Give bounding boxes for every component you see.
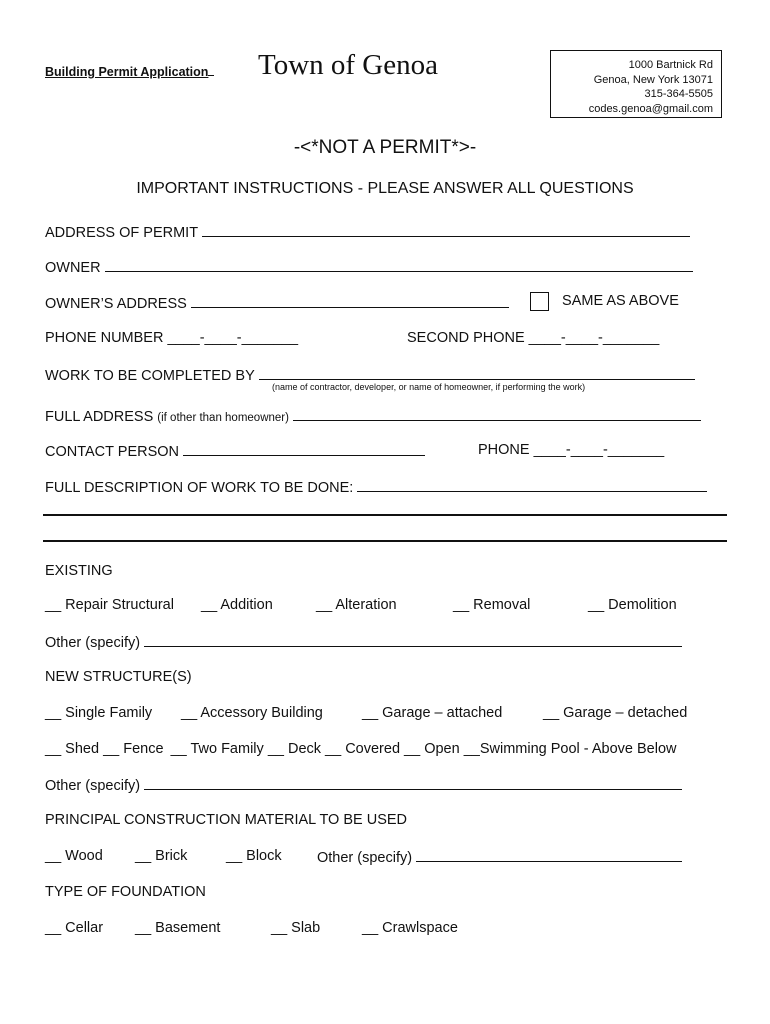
new-option-fence[interactable]: __ Fence <box>103 741 164 757</box>
work-by-input[interactable] <box>259 365 695 380</box>
owner-label: OWNER <box>45 260 101 276</box>
new-structures-heading: NEW STRUCTURE(S) <box>45 669 192 685</box>
description-line-1[interactable] <box>43 514 727 516</box>
new-other-row <box>45 775 682 795</box>
existing-option-addition[interactable]: __ Addition <box>201 597 273 613</box>
new-option-single-family[interactable]: __ Single Family <box>45 705 153 721</box>
foundation-option-slab[interactable]: __ Slab <box>271 920 321 936</box>
existing-other-input[interactable] <box>144 632 682 647</box>
material-option-brick[interactable]: __ Brick <box>135 848 188 864</box>
instructions-heading: IMPORTANT INSTRUCTIONS - PLEASE ANSWER ALL QUESTIONS <box>136 180 634 197</box>
office-phone: 315-364-5505 <box>644 88 713 100</box>
material-other-row <box>317 847 682 867</box>
work-by-label: WORK TO BE COMPLETED BY <box>45 368 255 384</box>
contact-phone-input[interactable]: ____-____-_______ <box>533 442 665 458</box>
owner-row <box>45 257 693 277</box>
second-phone-input[interactable]: ____-____-_______ <box>528 330 660 346</box>
existing-option-removal[interactable]: __ Removal <box>453 597 531 613</box>
owners-address-label: OWNER’S ADDRESS <box>45 296 187 312</box>
new-option-garage-attached[interactable]: __ Garage – attached <box>362 705 503 721</box>
new-option-two-family[interactable]: __ Two Family <box>170 741 264 757</box>
second-phone-label: SECOND PHONE <box>407 330 525 346</box>
form-title: Building Permit Application <box>45 63 214 79</box>
office-email: codes.genoa@gmail.com <box>588 102 713 115</box>
full-description-label: FULL DESCRIPTION OF WORK TO BE DONE: <box>45 480 354 496</box>
full-address-input[interactable] <box>293 406 701 421</box>
work-by-note: (name of contractor, developer, or name of homeowner, if performing the work) <box>272 382 586 392</box>
foundation-heading: TYPE OF FOUNDATION <box>45 884 206 900</box>
material-option-block[interactable]: __ Block <box>226 848 282 864</box>
material-heading: PRINCIPAL CONSTRUCTION MATERIAL TO BE USED <box>45 812 408 828</box>
foundation-option-cellar[interactable]: __ Cellar <box>45 920 104 936</box>
same-as-above-checkbox[interactable] <box>530 292 549 311</box>
same-as-above-option[interactable] <box>530 292 679 311</box>
phone-number-input[interactable]: ____-____-_______ <box>167 330 299 346</box>
not-a-permit-notice: -<*NOT A PERMIT*>- <box>293 137 477 158</box>
contact-person-label: CONTACT PERSON <box>45 444 180 460</box>
office-address-line2: Genoa, New York 13071 <box>593 73 713 86</box>
new-option-deck[interactable]: __ Deck <box>267 741 322 757</box>
full-address-row <box>45 406 701 427</box>
foundation-option-crawlspace[interactable]: __ Crawlspace <box>362 920 458 936</box>
full-description-input[interactable] <box>357 477 707 492</box>
office-address-line1: 1000 Bartnick Rd <box>628 59 713 71</box>
description-line-2[interactable] <box>43 540 727 542</box>
new-option-garage-detached[interactable]: __ Garage – detached <box>543 705 688 721</box>
new-structures-row2 <box>45 740 677 758</box>
existing-other-label: Other (specify) <box>45 635 141 651</box>
same-as-above-label: SAME AS ABOVE <box>562 293 679 310</box>
material-other-input[interactable] <box>416 847 682 862</box>
contact-person-input[interactable] <box>183 441 425 456</box>
contact-person-row <box>45 441 425 461</box>
existing-option-repair[interactable]: __ Repair Structural <box>45 597 174 613</box>
address-of-permit-input[interactable] <box>202 222 690 237</box>
material-other-label: Other (specify) <box>317 850 413 866</box>
new-option-shed[interactable]: __ Shed <box>45 741 100 757</box>
existing-option-alteration[interactable]: __ Alteration <box>316 597 397 613</box>
phone-number-row <box>45 329 298 347</box>
phone-number-label: PHONE NUMBER <box>45 330 164 346</box>
existing-option-demolition[interactable]: __ Demolition <box>588 597 677 613</box>
full-address-note: (if other than homeowner) <box>157 412 289 424</box>
contact-phone-label: PHONE <box>478 442 530 458</box>
address-of-permit-label: ADDRESS OF PERMIT <box>45 225 198 241</box>
town-name: Town of Genoa <box>258 49 438 81</box>
full-address-label: FULL ADDRESS <box>45 409 154 425</box>
new-other-label: Other (specify) <box>45 778 141 794</box>
contact-phone-row <box>478 441 664 459</box>
new-option-covered[interactable]: __ Covered <box>325 741 401 757</box>
second-phone-row <box>407 329 659 347</box>
new-other-input[interactable] <box>144 775 682 790</box>
existing-heading: EXISTING <box>45 563 113 579</box>
new-option-open[interactable]: __ Open <box>404 741 460 757</box>
new-option-swimming-pool[interactable]: __Swimming Pool - Above Below <box>463 741 677 757</box>
new-option-accessory-building[interactable]: __ Accessory Building <box>181 705 323 721</box>
foundation-option-basement[interactable]: __ Basement <box>135 920 221 936</box>
owner-input[interactable] <box>105 257 693 272</box>
owners-address-input[interactable] <box>191 293 509 308</box>
full-description-row <box>45 477 707 497</box>
existing-other-row <box>45 632 682 652</box>
material-option-wood[interactable]: __ Wood <box>45 848 103 864</box>
owners-address-row <box>45 293 509 313</box>
contact-box <box>550 50 722 118</box>
address-of-permit-row <box>45 222 690 242</box>
